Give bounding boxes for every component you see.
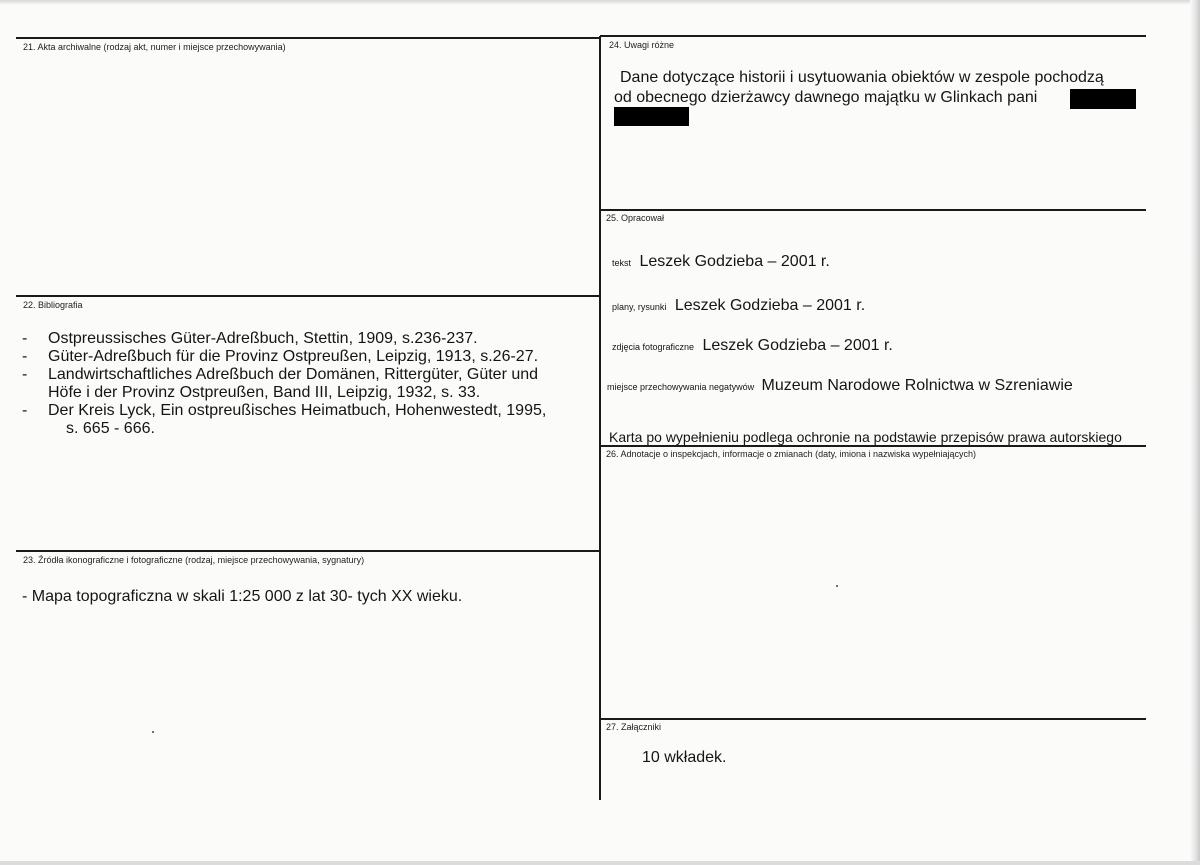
top-rule-left	[16, 37, 600, 39]
drawings-author-label: plany, rysunki	[612, 302, 667, 312]
text-author-row	[612, 253, 830, 272]
drawings-author-value: Leszek Godzieba – 2001 r.	[674, 297, 866, 314]
bibliography-list	[18, 330, 546, 438]
iconographic-sources-text: - Mapa topograficzna w skali 1:25 000 z lat 30- tych XX wieku.	[22, 588, 463, 605]
bullet-dash: -	[22, 330, 28, 347]
scan-top-edge	[0, 0, 1200, 5]
center-divider	[599, 36, 601, 800]
remarks-line-2: od obecnego dzierżawcy dawnego majątku w Glinkach pani	[614, 89, 1038, 106]
scan-speck	[836, 585, 838, 587]
bullet-dash: -	[22, 348, 28, 365]
scan-right-edge	[1190, 0, 1200, 865]
remarks-line-1: Dane dotyczące historii i usytuowania obiektów w zespole pochodzą	[620, 69, 1104, 86]
text-author-value: Leszek Godzieba – 2001 r.	[639, 253, 830, 270]
redaction-bar	[614, 107, 689, 126]
rule-26	[600, 445, 1146, 447]
negatives-location-row	[607, 377, 1073, 396]
bibliography-item	[18, 402, 546, 438]
negatives-location-value: Muzeum Narodowe Rolnictwa w Szreniawie	[761, 377, 1073, 394]
bibliography-text: s. 665 - 666.	[66, 420, 155, 437]
section-24-label: 24. Uwagi różne	[609, 40, 675, 50]
section-23-label: 23. Źródła ikonograficzne i fotograficzne (rodzaj, miejsce przechowywania, sygnatury)	[23, 555, 365, 565]
rule-23	[16, 550, 600, 552]
attachments-text: 10 wkładek.	[642, 749, 727, 766]
bibliography-text: Ostpreussisches Güter-Adreßbuch, Stettin, 1909, s.236-237.	[48, 330, 478, 347]
bibliography-text: Höfe i der Provinz Ostpreußen, Band III, Leipzig, 1932, s. 33.	[48, 384, 481, 401]
section-26-label: 26. Adnotacje o inspekcjach, informacje o zmianach (daty, imiona i nazwiska wypełniających)	[606, 449, 977, 459]
rule-22	[16, 295, 600, 297]
section-22-label: 22. Bibliografia	[23, 300, 83, 310]
bibliography-text: Güter-Adreßbuch für die Provinz Ostpreußen, Leipzig, 1913, s.26-27.	[48, 348, 539, 365]
bibliography-text: Der Kreis Lyck, Ein ostpreußisches Heimatbuch, Hohenwestedt, 1995,	[48, 402, 547, 419]
photos-author-value: Leszek Godzieba – 2001 r.	[702, 337, 893, 354]
photos-author-label: zdjęcia fotograficzne	[612, 342, 695, 352]
negatives-location-label: miejsce przechowywania negatywów	[607, 382, 755, 392]
bibliography-item	[18, 366, 546, 402]
section-27-label: 27. Załączniki	[606, 722, 662, 732]
scan-speck	[152, 731, 154, 733]
bibliography-item	[18, 348, 546, 366]
drawings-author-row	[612, 297, 865, 316]
photos-author-row	[612, 337, 893, 356]
section-21-label: 21. Akta archiwalne (rodzaj akt, numer i miejsce przechowywania)	[23, 42, 286, 52]
copyright-notice: Karta po wypełnieniu podlega ochronie na podstawie przepisów prawa autorskiego	[609, 429, 1122, 445]
redaction-bar	[1070, 89, 1136, 109]
scan-bottom-edge	[0, 861, 1200, 865]
bibliography-item	[18, 330, 546, 348]
bibliography-text: Landwirtschaftliches Adreßbuch der Domänen, Rittergüter, Güter und	[48, 366, 539, 383]
bullet-dash: -	[22, 402, 28, 419]
bullet-dash: -	[22, 366, 28, 383]
section-25-label: 25. Opracował	[606, 213, 665, 223]
rule-27	[600, 718, 1146, 720]
top-rule-right	[600, 35, 1146, 37]
text-author-label: tekst	[612, 258, 632, 268]
rule-25	[600, 209, 1146, 211]
